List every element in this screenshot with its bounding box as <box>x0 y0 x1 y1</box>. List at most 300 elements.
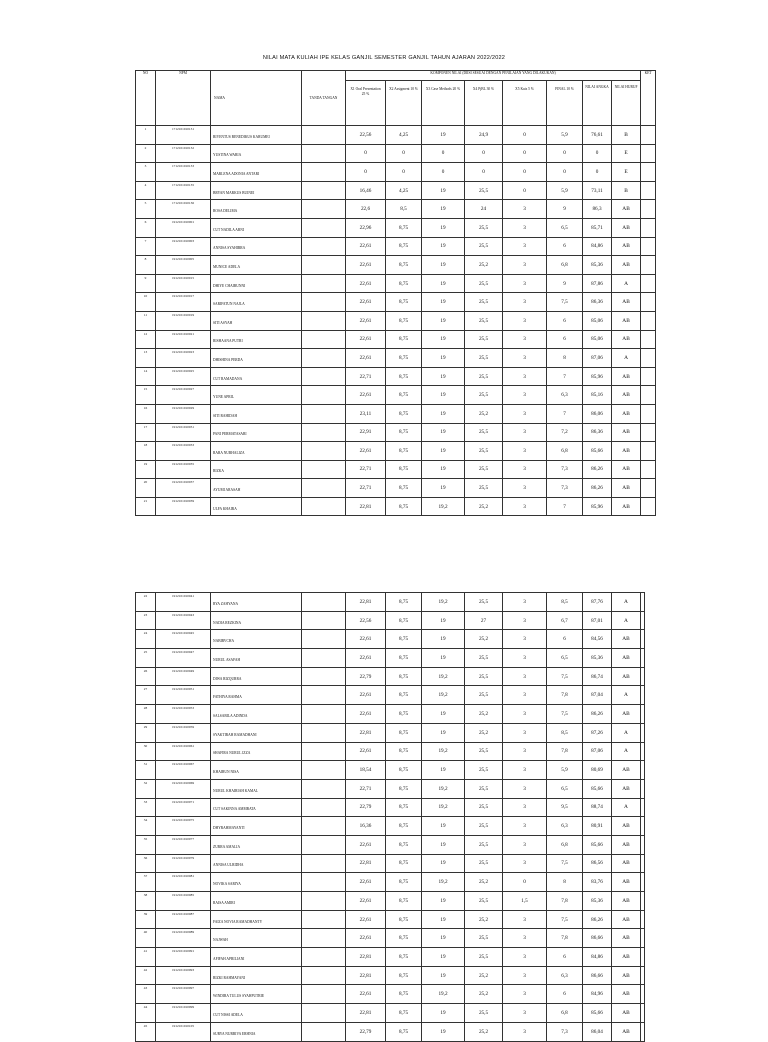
cell-final: 6,7 <box>547 611 583 630</box>
student-name: SURYA NURRIVA ERHNIA <box>213 1031 256 1036</box>
cell-final: 7,8 <box>547 742 583 761</box>
table-row <box>136 948 645 967</box>
cell-final: 6 <box>547 237 583 256</box>
cell-x5: 3 <box>503 200 547 219</box>
cell-npm: 1712101010133 <box>156 163 211 182</box>
cell-nama <box>211 311 302 330</box>
cell-nilai-huruf: AB <box>612 460 641 479</box>
cell-nama <box>211 256 302 275</box>
cell-nilai-huruf: AB <box>612 293 641 312</box>
cell-nilai-huruf: AB <box>612 966 641 985</box>
cell-no: 35 <box>136 835 156 854</box>
cell-x3: 19 <box>422 126 465 145</box>
cell-x2: 8,75 <box>386 835 422 854</box>
student-name: CUT NADILA ARNI <box>213 227 245 232</box>
cell-x1: 22,81 <box>346 948 386 967</box>
cell-x3: 19 <box>422 200 465 219</box>
cell-x5: 3 <box>503 929 547 948</box>
cell-tanda-tangan <box>302 611 346 630</box>
table-row <box>136 311 656 330</box>
cell-nilai-huruf: AB <box>612 705 641 724</box>
cell-x3: 19 <box>422 611 465 630</box>
cell-x4: 25,5 <box>465 367 503 386</box>
cell-nama <box>211 835 302 854</box>
cell-final: 8,5 <box>547 723 583 742</box>
cell-ket <box>641 649 645 668</box>
cell-x1: 22,61 <box>346 330 386 349</box>
cell-tanda-tangan <box>302 742 346 761</box>
cell-tanda-tangan <box>302 126 346 145</box>
cell-nilai-angka: 84,86 <box>583 948 612 967</box>
student-name: RIZKA <box>213 469 224 474</box>
cell-x2: 8,75 <box>386 649 422 668</box>
cell-no: 7 <box>136 237 156 256</box>
cell-final: 7,5 <box>547 705 583 724</box>
cell-npm: 1912101010027 <box>156 386 211 405</box>
table-row <box>136 274 656 293</box>
cell-x3: 19,2 <box>422 873 465 892</box>
cell-nilai-angka: 86,26 <box>583 479 612 498</box>
cell-x2: 8,75 <box>386 1022 422 1041</box>
cell-nama <box>211 126 302 145</box>
cell-ket <box>641 1004 645 1023</box>
cell-tanda-tangan <box>302 593 346 612</box>
cell-final: 7,8 <box>547 892 583 911</box>
cell-tanda-tangan <box>302 667 346 686</box>
cell-ket <box>641 835 645 854</box>
cell-tanda-tangan <box>302 349 346 368</box>
cell-nilai-angka: 87,06 <box>583 349 612 368</box>
cell-nilai-angka: 80,91 <box>583 817 612 836</box>
table-row <box>136 200 656 219</box>
cell-final: 0 <box>547 144 583 163</box>
table-row <box>136 181 656 200</box>
cell-x2: 8,75 <box>386 593 422 612</box>
cell-x4: 25,5 <box>465 293 503 312</box>
cell-x4: 25,5 <box>465 817 503 836</box>
cell-tanda-tangan <box>302 181 346 200</box>
cell-nama <box>211 460 302 479</box>
cell-x5: 3 <box>503 630 547 649</box>
cell-ket <box>641 779 645 798</box>
student-name: SITI ASYAH <box>213 320 233 325</box>
cell-x5: 3 <box>503 349 547 368</box>
cell-ket <box>641 386 656 405</box>
cell-tanda-tangan <box>302 686 346 705</box>
cell-x3: 0 <box>422 144 465 163</box>
cell-x3: 19 <box>422 929 465 948</box>
cell-nama <box>211 985 302 1004</box>
cell-x2: 8,75 <box>386 798 422 817</box>
cell-nilai-angka: 0 <box>583 144 612 163</box>
cell-npm: 1912101010081 <box>156 873 211 892</box>
cell-x5: 3 <box>503 237 547 256</box>
cell-nilai-huruf: AB <box>612 779 641 798</box>
cell-ket <box>641 404 656 423</box>
cell-tanda-tangan <box>302 367 346 386</box>
cell-x1: 22,61 <box>346 256 386 275</box>
cell-x3: 19 <box>422 948 465 967</box>
header-nilai-angka: NILAI ANGKA <box>583 81 612 126</box>
cell-x3: 19 <box>422 218 465 237</box>
table-row <box>136 497 656 516</box>
cell-x5: 3 <box>503 761 547 780</box>
cell-no: 6 <box>136 218 156 237</box>
cell-x1: 0 <box>346 144 386 163</box>
cell-final: 5,9 <box>547 181 583 200</box>
table-row <box>136 892 645 911</box>
cell-x4: 25,5 <box>465 742 503 761</box>
cell-x4: 25,5 <box>465 948 503 967</box>
cell-x3: 19 <box>422 423 465 442</box>
cell-x5: 0 <box>503 126 547 145</box>
table-row <box>136 386 656 405</box>
cell-ket <box>641 817 645 836</box>
student-name: DHISHINA PERDA <box>213 357 243 362</box>
cell-nilai-angka: 0 <box>583 163 612 182</box>
cell-no: 10 <box>136 293 156 312</box>
cell-x3: 19 <box>422 311 465 330</box>
cell-x3: 19 <box>422 761 465 780</box>
student-name: AFIFAH APRILIANI <box>213 956 245 961</box>
cell-x2: 8,75 <box>386 423 422 442</box>
cell-nama <box>211 630 302 649</box>
table-row <box>136 667 645 686</box>
cell-nilai-angka: 86,04 <box>583 1022 612 1041</box>
cell-nilai-huruf: AB <box>612 423 641 442</box>
cell-x3: 19 <box>422 237 465 256</box>
cell-x2: 8,75 <box>386 274 422 293</box>
cell-ket <box>641 798 645 817</box>
cell-no: 16 <box>136 404 156 423</box>
cell-x1: 22,61 <box>346 630 386 649</box>
cell-npm: 1912101010091 <box>156 948 211 967</box>
cell-x3: 19 <box>422 274 465 293</box>
cell-nilai-angka: 86,26 <box>583 910 612 929</box>
cell-no: 26 <box>136 667 156 686</box>
cell-no: 40 <box>136 929 156 948</box>
cell-nama <box>211 667 302 686</box>
cell-nilai-angka: 76,61 <box>583 126 612 145</box>
cell-nilai-huruf: E <box>612 144 641 163</box>
cell-x2: 8,75 <box>386 929 422 948</box>
cell-ket <box>641 761 645 780</box>
cell-tanda-tangan <box>302 311 346 330</box>
table-row <box>136 144 656 163</box>
cell-no: 9 <box>136 274 156 293</box>
table-row <box>136 367 656 386</box>
cell-x1: 22,91 <box>346 423 386 442</box>
cell-nama <box>211 386 302 405</box>
cell-x2: 8,75 <box>386 667 422 686</box>
cell-tanda-tangan <box>302 404 346 423</box>
cell-x3: 19 <box>422 256 465 275</box>
cell-nilai-huruf: B <box>612 181 641 200</box>
cell-x3: 19,2 <box>422 985 465 1004</box>
cell-x1: 22,61 <box>346 686 386 705</box>
cell-nilai-angka: 86,36 <box>583 293 612 312</box>
cell-x3: 19 <box>422 293 465 312</box>
cell-final: 7,5 <box>547 854 583 873</box>
table-row <box>136 779 645 798</box>
cell-nilai-angka: 86,3 <box>583 200 612 219</box>
cell-x2: 8,75 <box>386 367 422 386</box>
table-row <box>136 256 656 275</box>
cell-npm: 1912101010085 <box>156 892 211 911</box>
table-row <box>136 742 645 761</box>
cell-x3: 19 <box>422 817 465 836</box>
cell-x1: 22,61 <box>346 274 386 293</box>
cell-ket <box>641 423 656 442</box>
cell-nilai-angka: 85,66 <box>583 1004 612 1023</box>
table-row <box>136 873 645 892</box>
cell-nama <box>211 705 302 724</box>
cell-final: 8 <box>547 349 583 368</box>
cell-final: 7,3 <box>547 479 583 498</box>
cell-final: 6 <box>547 311 583 330</box>
cell-x3: 19 <box>422 705 465 724</box>
cell-npm: 1912101010051 <box>156 686 211 705</box>
cell-nama <box>211 144 302 163</box>
cell-x4: 25,5 <box>465 686 503 705</box>
table-row <box>136 798 645 817</box>
cell-x2: 8,75 <box>386 948 422 967</box>
cell-npm: 1712101010135 <box>156 181 211 200</box>
cell-nama <box>211 873 302 892</box>
cell-npm: 1912101010035 <box>156 460 211 479</box>
cell-final: 6,8 <box>547 442 583 461</box>
cell-x1: 18,54 <box>346 761 386 780</box>
cell-x2: 8,75 <box>386 386 422 405</box>
cell-x5: 3 <box>503 293 547 312</box>
cell-x3: 19,2 <box>422 667 465 686</box>
cell-x5: 3 <box>503 910 547 929</box>
cell-x4: 25,5 <box>465 1004 503 1023</box>
cell-tanda-tangan <box>302 779 346 798</box>
cell-x3: 19 <box>422 835 465 854</box>
cell-npm: 1712101010136 <box>156 200 211 219</box>
cell-x5: 3 <box>503 817 547 836</box>
cell-final: 6,3 <box>547 386 583 405</box>
table-row <box>136 910 645 929</box>
student-name: DIWA RIZQURRA <box>213 676 242 681</box>
cell-npm: 1912101010029 <box>156 404 211 423</box>
cell-final: 9 <box>547 274 583 293</box>
cell-ket <box>641 873 645 892</box>
cell-x1: 22,81 <box>346 854 386 873</box>
table-row <box>136 929 645 948</box>
cell-nama <box>211 817 302 836</box>
cell-npm: 1912101010059 <box>156 723 211 742</box>
student-name: RIZKI RAHMAYANI <box>213 975 246 980</box>
cell-final: 9 <box>547 200 583 219</box>
cell-ket <box>641 274 656 293</box>
cell-nilai-huruf: AB <box>612 497 641 516</box>
cell-x3: 19 <box>422 460 465 479</box>
cell-final: 6 <box>547 948 583 967</box>
cell-nilai-huruf: E <box>612 163 641 182</box>
cell-nilai-huruf: AB <box>612 311 641 330</box>
cell-x2: 8,75 <box>386 611 422 630</box>
cell-nilai-huruf: A <box>612 349 641 368</box>
cell-nilai-angka: 87,26 <box>583 723 612 742</box>
cell-x2: 8,75 <box>386 237 422 256</box>
cell-tanda-tangan <box>302 479 346 498</box>
cell-nilai-huruf: AB <box>612 386 641 405</box>
cell-nama <box>211 218 302 237</box>
student-name: SARIFATUN NAJLA <box>213 302 245 307</box>
cell-npm: 1912101010015 <box>156 274 211 293</box>
cell-x5: 3 <box>503 1004 547 1023</box>
cell-x5: 3 <box>503 723 547 742</box>
cell-x3: 19 <box>422 349 465 368</box>
cell-tanda-tangan <box>302 497 346 516</box>
cell-nilai-huruf: AB <box>612 892 641 911</box>
table-row <box>136 761 645 780</box>
cell-tanda-tangan <box>302 423 346 442</box>
cell-x5: 3 <box>503 218 547 237</box>
cell-npm: 1912101010019 <box>156 311 211 330</box>
cell-nilai-angka: 84,56 <box>583 630 612 649</box>
cell-no: 17 <box>136 423 156 442</box>
cell-final: 6,5 <box>547 649 583 668</box>
cell-final: 6 <box>547 985 583 1004</box>
table-row <box>136 854 645 873</box>
cell-x5: 3 <box>503 330 547 349</box>
cell-nama <box>211 423 302 442</box>
cell-x4: 25,5 <box>465 892 503 911</box>
table-row <box>136 330 656 349</box>
cell-nama <box>211 442 302 461</box>
cell-ket <box>641 218 656 237</box>
cell-ket <box>641 256 656 275</box>
cell-nilai-angka: 87,86 <box>583 274 612 293</box>
cell-x4: 25,2 <box>465 404 503 423</box>
cell-nama <box>211 948 302 967</box>
cell-final: 7,3 <box>547 460 583 479</box>
cell-final: 6 <box>547 630 583 649</box>
student-name: NADIA REZKINA <box>213 620 242 625</box>
student-name: YUSTINA WARIA <box>213 153 242 158</box>
student-name: ANNISA SYAHIRRA <box>213 246 246 251</box>
cell-x1: 22,61 <box>346 873 386 892</box>
student-name: NURUL KHAIRIAH KAMAL <box>213 788 258 793</box>
cell-x5: 3 <box>503 611 547 630</box>
cell-tanda-tangan <box>302 1022 346 1041</box>
cell-tanda-tangan <box>302 929 346 948</box>
cell-x1: 22,79 <box>346 1022 386 1041</box>
cell-final: 6,8 <box>547 256 583 275</box>
student-name: ROSA DELIMA <box>213 209 238 214</box>
cell-nilai-huruf: AB <box>612 330 641 349</box>
cell-tanda-tangan <box>302 892 346 911</box>
cell-x3: 19 <box>422 181 465 200</box>
cell-x2: 8,75 <box>386 479 422 498</box>
cell-final: 7,5 <box>547 667 583 686</box>
cell-tanda-tangan <box>302 948 346 967</box>
student-name: DHYRAHMAYANTI <box>213 826 245 831</box>
table-row <box>136 611 645 630</box>
cell-nama <box>211 854 302 873</box>
cell-nilai-huruf: AB <box>612 479 641 498</box>
cell-nilai-huruf: A <box>612 723 641 742</box>
cell-x2: 8,75 <box>386 892 422 911</box>
cell-nilai-angka: 87,04 <box>583 686 612 705</box>
table-row <box>136 649 645 668</box>
cell-final: 7,2 <box>547 423 583 442</box>
cell-npm: 1912101010033 <box>156 442 211 461</box>
cell-x5: 3 <box>503 854 547 873</box>
grade-table-page-2 <box>135 592 645 1042</box>
cell-no: 1 <box>136 126 156 145</box>
cell-x2: 8,75 <box>386 779 422 798</box>
cell-nilai-angka: 85,66 <box>583 835 612 854</box>
cell-npm: 1912101010017 <box>156 293 211 312</box>
cell-x5: 3 <box>503 311 547 330</box>
cell-x2: 8,75 <box>386 293 422 312</box>
cell-npm: 1912101010045 <box>156 630 211 649</box>
cell-x2: 8,75 <box>386 330 422 349</box>
cell-x1: 22,81 <box>346 966 386 985</box>
cell-x1: 16,36 <box>346 817 386 836</box>
cell-nilai-angka: 87,06 <box>583 742 612 761</box>
cell-ket <box>641 497 656 516</box>
cell-x1: 22,61 <box>346 929 386 948</box>
cell-ket <box>641 929 645 948</box>
cell-x1: 22,61 <box>346 892 386 911</box>
cell-tanda-tangan <box>302 163 346 182</box>
cell-no: 29 <box>136 723 156 742</box>
student-name: NABIRVCHA <box>213 639 235 644</box>
cell-no: 19 <box>136 460 156 479</box>
header-komponen: KOMPONEN NILAI (DIISI SESUAI DENGAN PENILAIAN YANG DILAKUKAN) <box>346 71 641 81</box>
cell-x4: 25,5 <box>465 593 503 612</box>
cell-nama <box>211 200 302 219</box>
cell-ket <box>641 910 645 929</box>
header-final: FINAL 10 % <box>547 81 583 126</box>
cell-x5: 3 <box>503 742 547 761</box>
cell-x5: 3 <box>503 442 547 461</box>
cell-tanda-tangan <box>302 1004 346 1023</box>
cell-x2: 8,75 <box>386 460 422 479</box>
cell-nilai-angka: 84,86 <box>583 237 612 256</box>
cell-nilai-angka: 87,01 <box>583 611 612 630</box>
cell-x5: 3 <box>503 686 547 705</box>
cell-nilai-angka: 86,26 <box>583 705 612 724</box>
student-name: CUT NISSI ADELA <box>213 1012 243 1017</box>
cell-x1: 22,61 <box>346 705 386 724</box>
cell-nilai-angka: 80,69 <box>583 761 612 780</box>
cell-tanda-tangan <box>302 817 346 836</box>
cell-nilai-angka: 84,96 <box>583 985 612 1004</box>
cell-no: 22 <box>136 593 156 612</box>
cell-tanda-tangan <box>302 630 346 649</box>
cell-x5: 3 <box>503 667 547 686</box>
cell-nilai-huruf: AB <box>612 256 641 275</box>
cell-nama <box>211 779 302 798</box>
cell-nilai-huruf: AB <box>612 985 641 1004</box>
cell-nilai-huruf: AB <box>612 367 641 386</box>
student-name: FAIZA NOVIA RAMADHANTY <box>213 919 263 924</box>
cell-nilai-huruf: AB <box>612 910 641 929</box>
cell-no: 12 <box>136 330 156 349</box>
cell-nama <box>211 929 302 948</box>
student-name: MUNICE ADELA <box>213 264 241 269</box>
cell-no: 42 <box>136 966 156 985</box>
table-row <box>136 237 656 256</box>
cell-x1: 22,79 <box>346 667 386 686</box>
cell-no: 20 <box>136 479 156 498</box>
